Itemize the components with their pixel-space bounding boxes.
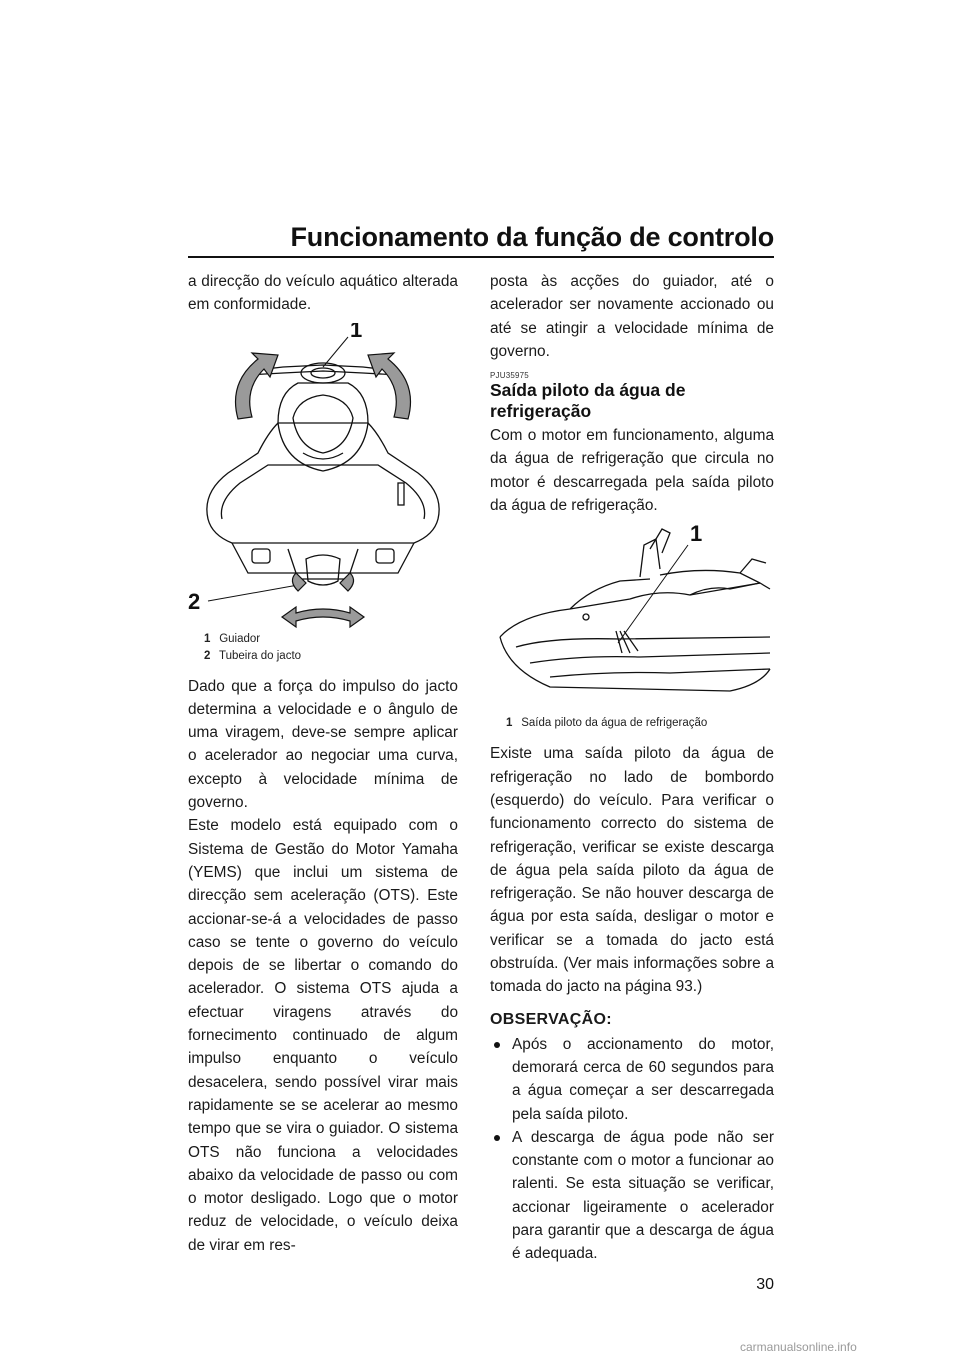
cooling-outlet-figure [490,519,774,715]
watermark: carmanualsonline.info [740,1340,857,1354]
cooling-paragraph: Com o motor em funcionamento, alguma da água de refrigeração que circula no motor é descarregada pela saída piloto da água de refrigeração. [490,427,774,515]
figure-label-2: 2 [188,588,201,614]
caption-number: 1 [506,717,513,730]
jetski-side-illustration [490,519,774,715]
page-number: 30 [756,1276,774,1293]
caption-number: 1 [204,632,211,645]
handlebar-figure [188,323,458,635]
left-column [188,270,458,1257]
caption-text: Saída piloto da água de refrigeração [521,717,708,730]
title-rule [188,256,774,258]
caption-text: Tubeira do jacto [219,649,302,662]
intro-paragraph: a direcção do veículo aquático alterada em conformidade. [188,273,458,314]
ots-paragraph: Este modelo está equipado com o Sistema de Gestão do Motor Yamaha (YEMS) que inclui um sistema de direcção sem aceleração (OTS). Este accionar-se-á a velocidades de passo caso se tente o governo do veículo depois de se libertar o comando do acelerador. O sistema OTS ajuda a efectuar viragens através do fornecimento continuado de algum impulso enquanto o veículo desacelera, sendo possível virar mais rapidamente se se acelerar ao mesmo tempo que se vira o guiador. O sistema OTS não funciona a velocidades abaixo da velocidade de passo ou com o motor desligado. Logo que o motor reduz de velocidade, o veículo deixa de virar em res- [188,817,458,1254]
cooling-figure-captions [490,715,774,732]
caption-text: Guiador [219,632,261,645]
note-title: OBSERVAÇÃO: [490,1010,612,1028]
continued-paragraph: posta às acções do guiador, até o acelerador ser novamente accionado ou até se atingir a velocidade mínima de governo. [490,273,774,360]
note-item: Após o accionamento do motor, demorará cerca de 60 segundos para a água começar a ser descarregada pela saída piloto. [490,1033,774,1126]
figure-label-1: 1 [350,322,363,342]
figure-label-1: 1 [690,521,703,547]
caption-number: 2 [204,649,211,662]
page-title: Funcionamento da função de controlo [290,222,774,252]
section-title: Saída piloto da água de refrigeração [490,380,686,422]
caption-item [204,648,458,665]
handlebar-figure-captions [188,631,458,665]
note-list [490,1033,774,1266]
outlet-check-paragraph: Existe uma saída piloto da água de refrigeração no lado de bombordo (esquerdo) do veículo. Para verificar o funcionamento correcto do sistema de refrigeração, verificar se existe descarga de água pela saída piloto da água de refrigeração. Se não houver descarga de água por esta saída, desligar o motor e verificar se a tomada do jacto está obstruída. (Ver mais informações sobre a tomada do jacto na página 93.) [490,745,774,996]
caption-item [506,715,774,732]
throttle-paragraph: Dado que a força do impulso do jacto determina a velocidade e o ângulo de uma viragem, deve-se sempre aplicar o acelerador ao negociar uma curva, excepto à velocidade mínima de governo. [188,677,458,812]
jetski-rear-illustration [188,323,458,635]
section-code: PJU35975 [490,371,529,381]
right-column [490,270,774,1266]
note-item: A descarga de água pode não ser constante com o motor a funcionar ao ralenti. Se esta situação se verificar, accionar ligeiramente o acelerador para garantir que a descarga de água é adequada. [490,1126,774,1266]
